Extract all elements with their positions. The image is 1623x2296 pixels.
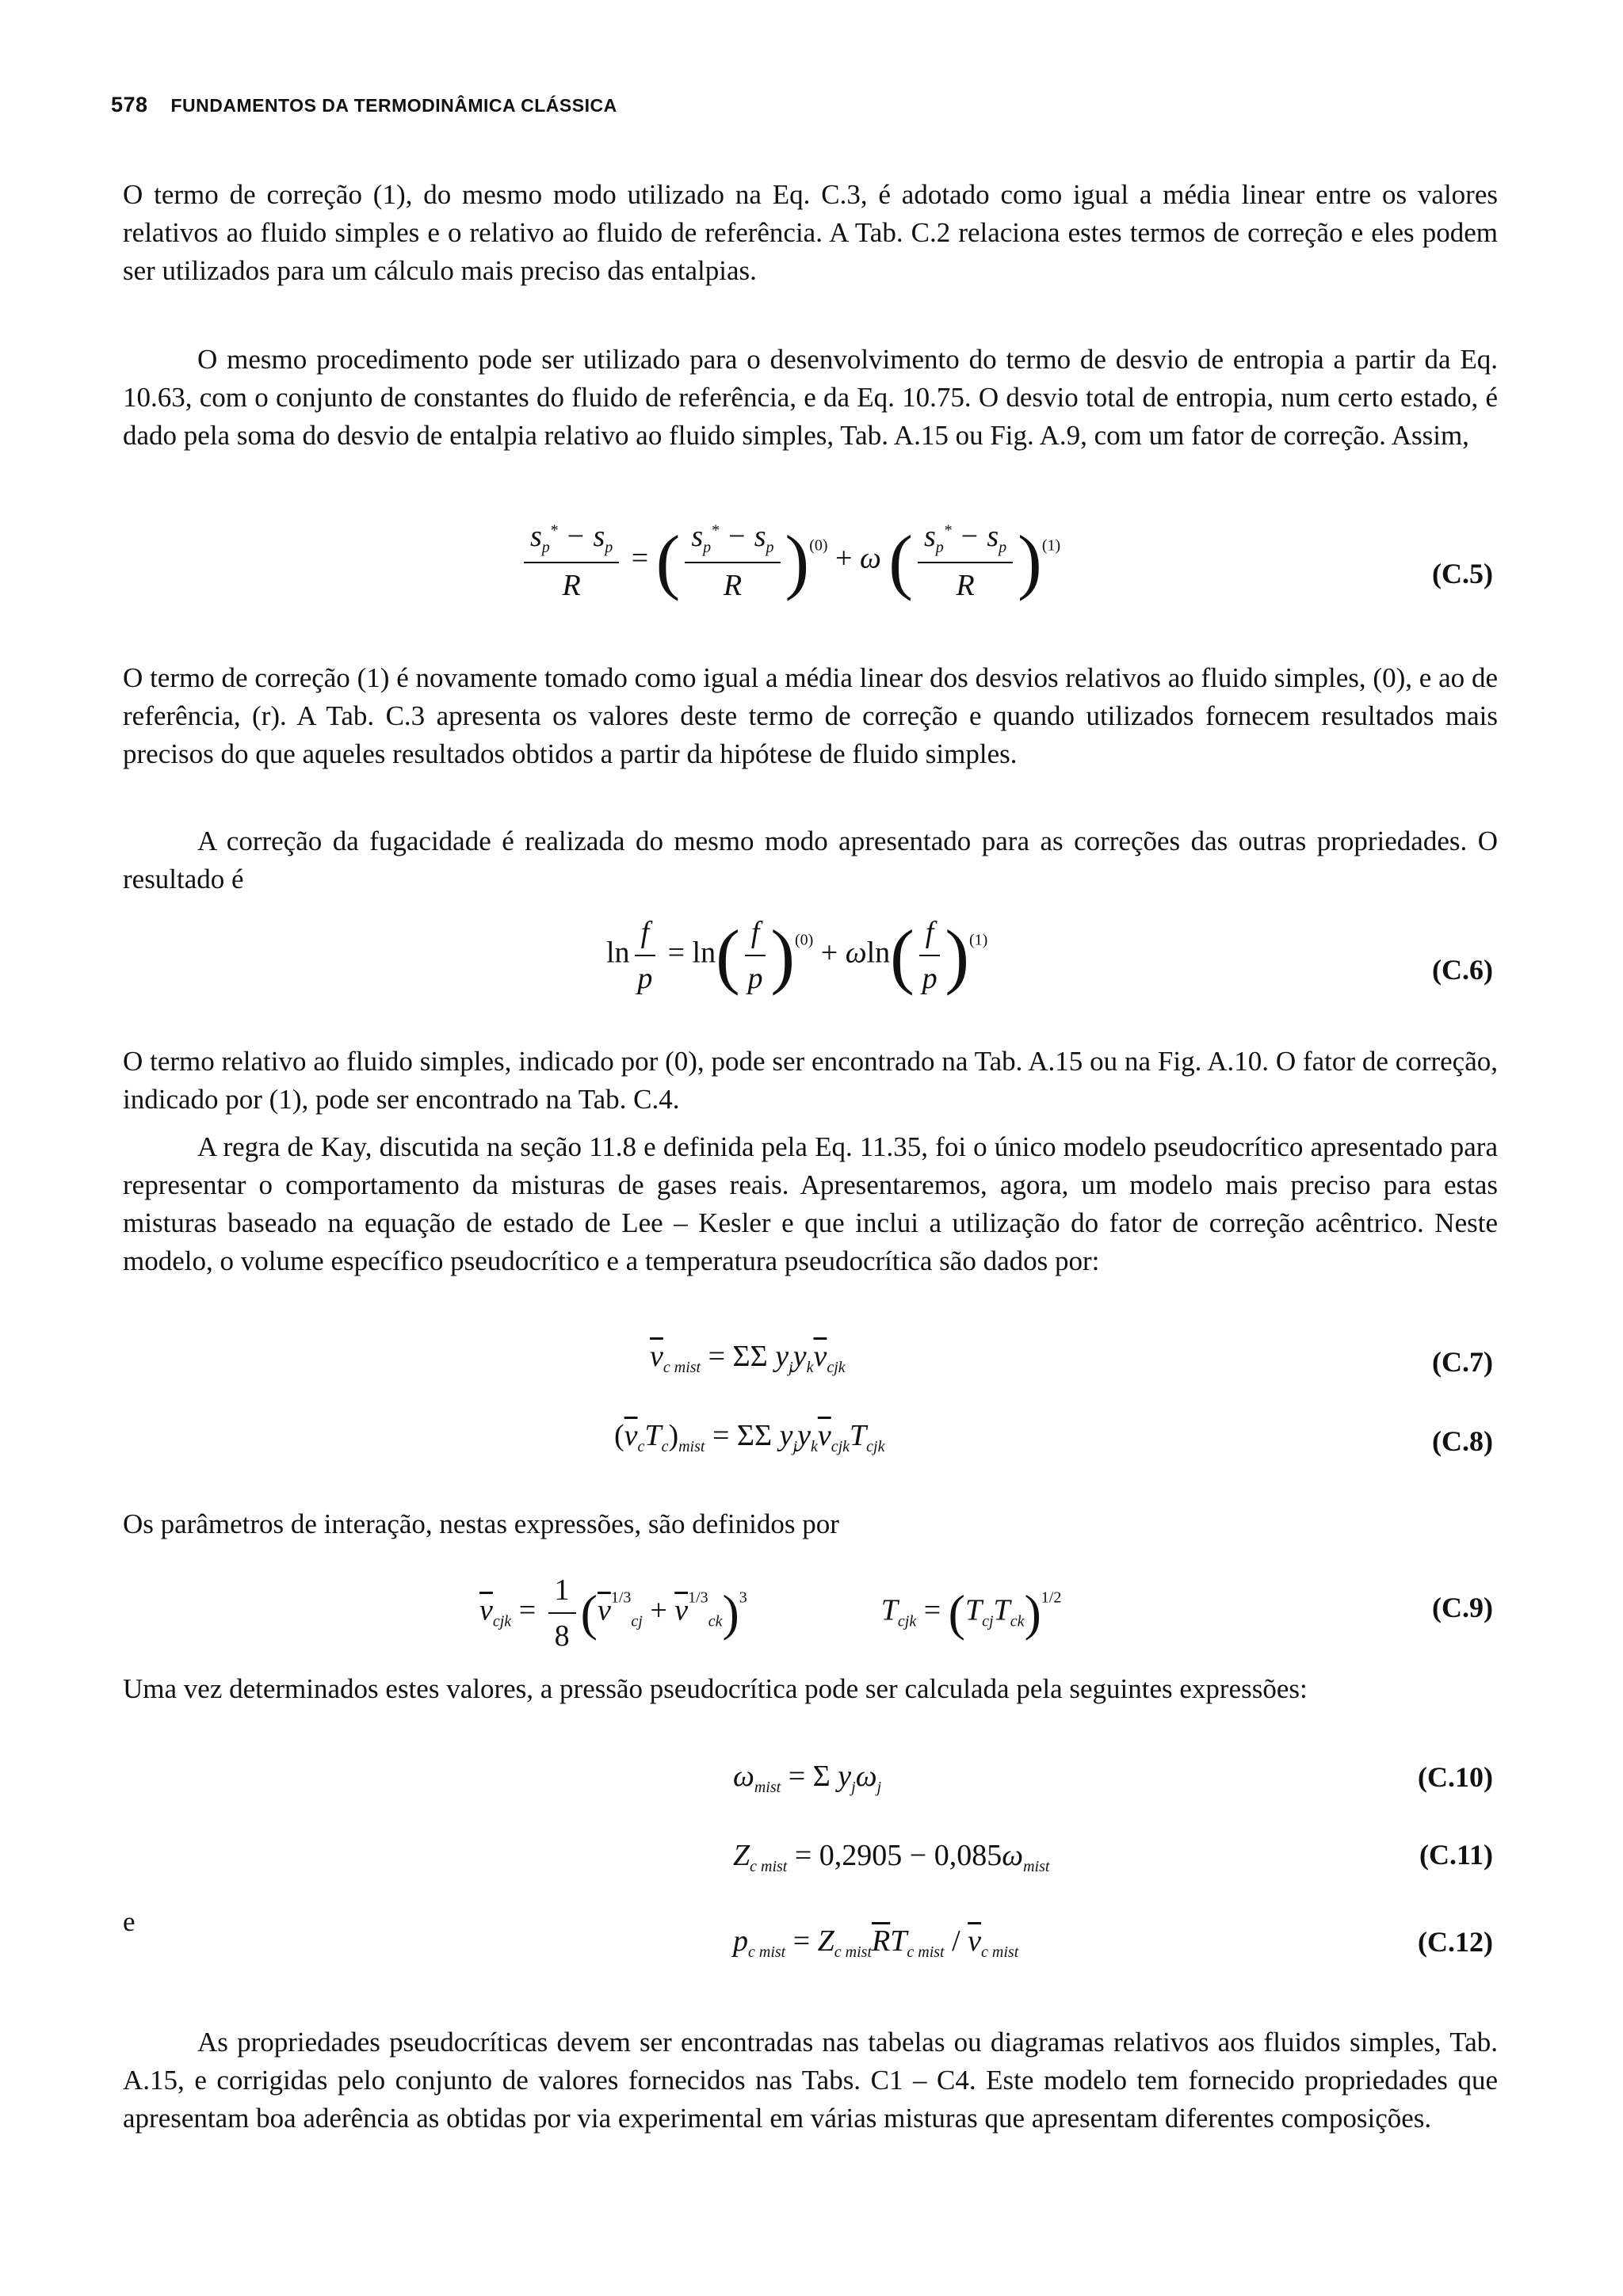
paragraph-3: O termo de correção (1) é novamente tomado como igual a média linear dos desvios relativos ao fluido simples, (0), e ao de referência, (r). A Tab. C.3 apresenta os valores deste termo de correção e quando utilizados fornecem resultados mais precisos do que aqueles resultados obtidos a partir da hipótese de fluido simples.	[123, 662, 1498, 769]
c6-superscript-0: (0)	[794, 931, 814, 949]
equation-number-c5: (C.5)	[1432, 558, 1493, 589]
c11-rhs: = 0,2905 − 0,085	[794, 1839, 1002, 1872]
equation-c7: $\overline{v}_{c mist} = \Sigma\Sigma$ $y_jy_k\overline{v}_{cjk}$	[650, 1340, 846, 1376]
equation-c9: $\overline{v}_{cjk}$ = $\frac{1}{8}$ $(\overline{v}^{1/3}_{cj} + \overline{v}^{1/3}_{ck})^3$ $T_{cjk} = (T_{cj}T_{ck})^{1/2}$	[479, 1573, 1062, 1653]
equation-number-c11: (C.11)	[1419, 1839, 1493, 1871]
equation-c12: $p_{c mist} = Z_{c mist}\overline{R}T_{c mist} / \overline{v}_{c mist}$	[733, 1924, 1019, 1961]
paragraph-5: O termo relativo ao fluido simples, indicado por (0), pode ser encontrado na Tab. A.15 ou na Fig. A.10. O fator de correção, indicado por (1), pode ser encontrado na Tab. C.4.	[123, 1046, 1498, 1115]
equation-number-c9: (C.9)	[1432, 1592, 1493, 1623]
equation-c5: $\frac{s_p^* - s_p}{R}$ = ( $\frac{s_p^* - s_p}{R}$ )$^{(0)}$ + ω ( $\frac{s_p^* - s_p}{R}$ )$^{(1)}$	[519, 519, 1060, 603]
paragraph-4: A correção da fugacidade é realizada do mesmo modo apresentado para as correções das outras propriedades. O resultado é	[123, 826, 1498, 894]
paragraph-2: O mesmo procedimento pode ser utilizado para o desenvolvimento do termo de desvio de entropia a partir da Eq. 10.63, com o conjunto de constantes do fluido de referência, e da Eq. 10.75. O desvio total de entropia, num certo estado, é dado pela soma do desvio de entalpia relativo ao fluido simples, Tab. A.15 ou Fig. A.9, com um fator de correção. Assim,	[123, 344, 1498, 451]
paragraph-9: As propriedades pseudocríticas devem ser encontradas nas tabelas ou diagramas relativos aos fluidos simples, Tab. A.15, e corrigidas pelo conjunto de valores fornecidos nas Tabs. C1 – C4. Este modelo tem fornecido propriedades que apresentam boa aderência as obtidas por via experimental em várias misturas que apresentam diferentes composições.	[123, 2027, 1498, 2134]
paragraph-1: O termo de correção (1), do mesmo modo utilizado na Eq. C.3, é adotado como igual a média linear entre os valores relativos ao fluido simples e o relativo ao fluido de referência. A Tab. C.2 relaciona estes termos de correção e eles podem ser utilizados para um cálculo mais preciso das entalpias.	[123, 179, 1498, 286]
equation-c6: ln $\frac{f}{p}$ = ln( $\frac{f}{p}$ )$^{(0)}$ + ωln( $\frac{f}{p}$ )$^{(1)}$	[606, 915, 988, 996]
paragraph-7: Os parâmetros de interação, nestas expressões, são definidos por	[123, 1508, 839, 1539]
c5-superscript-1: (1)	[1041, 536, 1061, 555]
c6-superscript-1: (1)	[968, 931, 988, 949]
equation-c11: $Z_{c mist} = 0,2905 - 0,085\omega_{mist}$	[733, 1839, 1050, 1875]
c5-superscript-0: (0)	[809, 536, 828, 555]
running-title: FUNDAMENTOS DA TERMODINÂMICA CLÁSSICA	[170, 95, 617, 116]
paragraph-6: A regra de Kay, discutida na seção 11.8 e definida pela Eq. 11.35, foi o único modelo pseudocrítico apresentado para representar o comportamento da misturas de gases reais. Apresentaremos, agora, um modelo mais preciso para estas misturas baseado na equação de estado de Lee – Kesler e que inclui a utilização do fator de correção acêntrico. Neste modelo, o volume específico pseudocrítico e a temperatura pseudocrítica são dados por:	[123, 1131, 1498, 1276]
paragraph-8: Uma vez determinados estes valores, a pressão pseudocrítica pode ser calculada pela seguintes expressões:	[123, 1673, 1308, 1704]
equation-c8: $(\overline{v}_cT_c)_{mist} = \Sigma\Sigma$ $y_jy_k\overline{v}_{cjk}T_{cjk}$	[614, 1419, 885, 1455]
connector-e: e	[123, 1906, 136, 1937]
running-header	[111, 93, 617, 117]
equation-number-c7: (C.7)	[1432, 1346, 1493, 1378]
equation-number-c10: (C.10)	[1418, 1761, 1493, 1793]
equation-c10: $\omega_{mist} = \Sigma$ $y_j\omega_j$	[733, 1760, 882, 1796]
equation-number-c6: (C.6)	[1432, 954, 1493, 986]
page-number: 578	[111, 93, 148, 116]
equation-number-c8: (C.8)	[1432, 1425, 1493, 1457]
equation-number-c12: (C.12)	[1418, 1926, 1493, 1958]
